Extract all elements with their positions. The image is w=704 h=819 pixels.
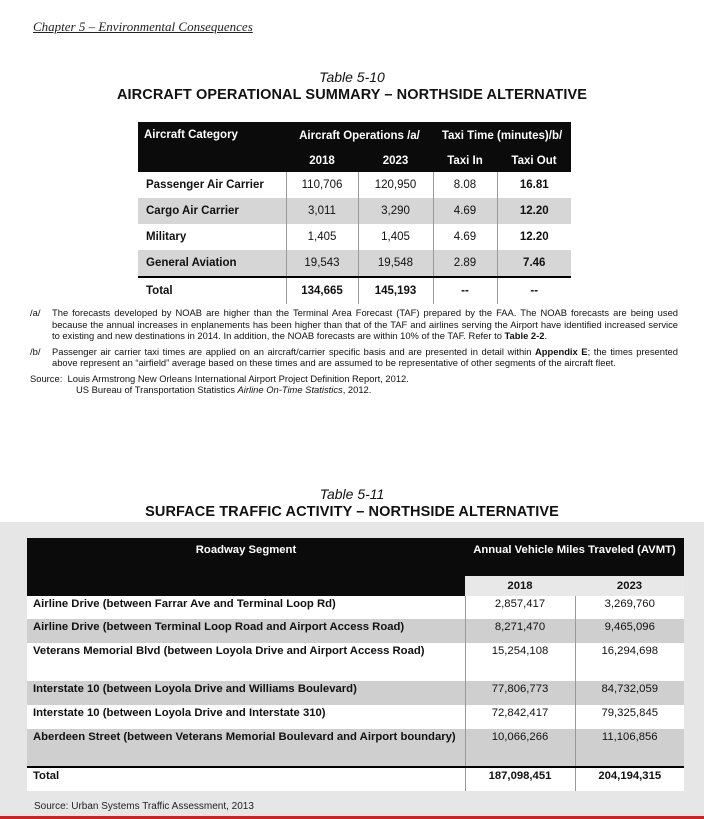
table1-notes	[30, 307, 678, 396]
avmt-2023-cell: 9,465,096	[575, 619, 684, 643]
header-aircraft-operations: Aircraft Operations /a/	[286, 122, 433, 149]
taxi-in-cell: 8.08	[433, 172, 497, 198]
table-row	[27, 596, 684, 619]
avmt-2018-cell: 2,857,417	[465, 596, 575, 619]
header-avmt-2018: 2018	[465, 576, 575, 596]
total-ops-2023: 145,193	[358, 277, 433, 304]
segment-cell: Interstate 10 (between Loyola Drive and Interstate 310)	[27, 705, 465, 729]
table-row	[27, 619, 684, 643]
ops-2018-cell: 110,706	[286, 172, 358, 198]
avmt-2023-cell: 11,106,856	[575, 729, 684, 767]
header-roadway-segment: Roadway Segment	[27, 538, 465, 596]
segment-cell: Interstate 10 (between Loyola Drive and Williams Boulevard)	[27, 681, 465, 705]
table-row	[27, 643, 684, 681]
segment-cell: Veterans Memorial Blvd (between Loyola Drive and Airport Access Road)	[27, 643, 465, 681]
ops-2018-cell: 1,405	[286, 224, 358, 250]
ops-2018-cell: 19,543	[286, 250, 358, 277]
avmt-2018-cell: 72,842,417	[465, 705, 575, 729]
footnote-a-text: The forecasts developed by NOAB are higher than the Terminal Area Forecast (TAF) prepared by the FAA. The NOAB forecasts are being used because the annual increases in enplanements has been higher than that of the TAF and airlines serving the Airport have identified increased service to existing and new destinations in 2014. In addition, the NOAB forecasts are within 10% of the TAF. Refer to	[52, 307, 678, 341]
footnote-b-end: ; the times presented above represent an “airfield” average based on these times and are assumed to be representative of other segments of the aircraft fleet.	[52, 345, 678, 368]
category-cell: Passenger Air Carrier	[138, 172, 286, 198]
avmt-2023-cell: 79,325,845	[575, 705, 684, 729]
header-avmt-2023: 2023	[575, 576, 684, 596]
table2-caption: Table 5-11	[319, 486, 385, 502]
table-row	[27, 729, 684, 767]
footnote-a-marker: /a/	[30, 307, 41, 318]
ops-2023-cell: 19,548	[358, 250, 433, 277]
aircraft-operations-table	[138, 122, 571, 304]
taxi-out-cell: 12.20	[497, 198, 571, 224]
footnote-a: /a/ The forecasts developed by NOAB are higher than the Terminal Area Forecast (TAF) prepared by the FAA. The NOAB forecasts are being used because the annual increases in enplanements has been higher than that of the TAF and airlines serving the Airport have identified increased service to existing and new destinations in 2014. In addition, the NOAB forecasts are within 10% of the TAF. Refer to Table 2-2.	[30, 307, 678, 341]
table1-caption: Table 5-10	[319, 69, 385, 85]
header-avmt: Annual Vehicle Miles Traveled (AVMT)	[465, 538, 684, 576]
total-ops-2018: 134,665	[286, 277, 358, 304]
header-aircraft-category: Aircraft Category	[138, 122, 286, 172]
ops-2023-cell: 3,290	[358, 198, 433, 224]
avmt-2023-cell: 16,294,698	[575, 643, 684, 681]
footnote-a-ref: Table 2-2	[504, 330, 545, 341]
table-row	[138, 224, 571, 250]
table-row	[138, 198, 571, 224]
ops-2023-cell: 1,405	[358, 224, 433, 250]
header-ops-2023: 2023	[358, 149, 433, 172]
taxi-in-cell: 4.69	[433, 198, 497, 224]
segment-cell: Aberdeen Street (between Veterans Memorial Boulevard and Airport boundary)	[27, 729, 465, 767]
table2-source: Source: Urban Systems Traffic Assessment, 2013	[34, 801, 254, 812]
ops-2018-cell: 3,011	[286, 198, 358, 224]
total-row	[138, 277, 571, 304]
avmt-2018-cell: 10,066,266	[465, 729, 575, 767]
avmt-2018-cell: 77,806,773	[465, 681, 575, 705]
source-2-italic: Airline On-Time Statistics	[237, 384, 343, 395]
avmt-2023-cell: 3,269,760	[575, 596, 684, 619]
header-ops-2018: 2018	[286, 149, 358, 172]
ops-2023-cell: 120,950	[358, 172, 433, 198]
table-row	[138, 250, 571, 277]
source-line-2: US Bureau of Transportation Statistics Airline On-Time Statistics, 2012.	[76, 384, 372, 395]
taxi-in-cell: 2.89	[433, 250, 497, 277]
segment-cell: Airline Drive (between Terminal Loop Road and Airport Access Road)	[27, 619, 465, 643]
total-row	[27, 767, 684, 791]
taxi-out-cell: 7.46	[497, 250, 571, 277]
footnote-b-ref: Appendix E	[535, 345, 588, 357]
category-cell: General Aviation	[138, 250, 286, 277]
avmt-2018-cell: 15,254,108	[465, 643, 575, 681]
header-taxi-out: Taxi Out	[497, 149, 571, 172]
source-1-text: Louis Armstrong New Orleans International Airport Project Definition Report, 2012.	[67, 372, 409, 384]
total-avmt-2018: 187,098,451	[465, 767, 575, 791]
source-label: Source:	[30, 372, 63, 384]
total-avmt-2023: 204,194,315	[575, 767, 684, 791]
total-taxi-out: --	[497, 277, 571, 304]
total-taxi-in: --	[433, 277, 497, 304]
total-label: Total	[27, 767, 465, 791]
taxi-in-cell: 4.69	[433, 224, 497, 250]
segment-cell: Airline Drive (between Farrar Ave and Terminal Loop Rd)	[27, 596, 465, 619]
category-cell: Cargo Air Carrier	[138, 198, 286, 224]
source-line-1	[30, 373, 678, 385]
table-row	[138, 172, 571, 198]
taxi-out-cell: 12.20	[497, 224, 571, 250]
taxi-out-cell: 16.81	[497, 172, 571, 198]
table-row	[27, 705, 684, 729]
avmt-2023-cell: 84,732,059	[575, 681, 684, 705]
table2-title: SURFACE TRAFFIC ACTIVITY – NORTHSIDE ALTERNATIVE	[145, 504, 559, 520]
footnote-b-marker: /b/	[30, 345, 41, 357]
header-taxi-in: Taxi In	[433, 149, 497, 172]
chapter-header: Chapter 5 – Environmental Consequences	[33, 19, 253, 34]
header-taxi-time: Taxi Time (minutes)/b/	[433, 122, 571, 149]
table-row	[27, 681, 684, 705]
total-label: Total	[138, 277, 286, 304]
surface-traffic-table	[27, 538, 684, 791]
table1-title: AIRCRAFT OPERATIONAL SUMMARY – NORTHSIDE ALTERNATIVE	[116, 87, 587, 103]
avmt-2018-cell: 8,271,470	[465, 619, 575, 643]
footnote-b	[30, 346, 678, 369]
category-cell: Military	[138, 224, 286, 250]
footnote-b-text: Passenger air carrier taxi times are applied on an aircraft/carrier specific basis and are presented in detail within	[52, 345, 536, 357]
